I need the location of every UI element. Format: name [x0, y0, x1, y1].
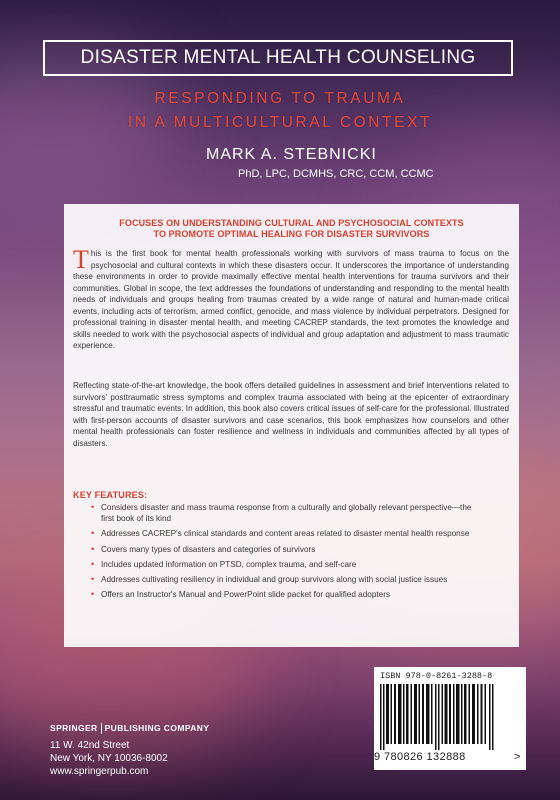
- feature-text: Includes updated information on PTSD, complex trauma, and self-care: [101, 559, 357, 569]
- drop-cap: T: [73, 245, 89, 274]
- publisher-address-1: 11 W. 42nd Street: [50, 740, 130, 751]
- barcode-digits: 9 780826 132888: [374, 751, 466, 763]
- book-title: DISASTER MENTAL HEALTH COUNSELING: [80, 47, 476, 68]
- isbn-label: ISBN 978-0-8261-3288-8: [380, 671, 493, 681]
- list-item: [64, 559, 481, 570]
- author-credentials: PhD, LPC, DCMHS, CRC, CCM, CCMC: [238, 168, 434, 180]
- subtitle-line-1: RESPONDING TO TRAUMA: [154, 90, 406, 107]
- list-item: [64, 544, 481, 555]
- publisher-name-right: PUBLISHING COMPANY: [104, 723, 210, 733]
- list-item: [64, 502, 481, 524]
- feature-text: Covers many types of disasters and categories of survivors: [101, 544, 316, 554]
- description-panel: [64, 204, 519, 647]
- list-item: [64, 528, 481, 539]
- description-paragraph-1: [73, 245, 509, 352]
- publisher-website: www.springerpub.com: [50, 766, 149, 777]
- bullet-icon: •: [91, 528, 95, 539]
- description-paragraph-2: Reflecting state-of-the-art knowledge, the book offers detailed guidelines in assessment and brief interventions related to survivors' posttraumatic stress symptoms and complex trauma associated with being at the epicenter of extraordinary stressful and traumatic events. In addition, this book also covers critical issues of self-care for the professional. Illustrated with first-person accounts of disaster survivors and case scenarios, this book emphasizes how counselors and other mental health professionals can foster resilience and wellness in individuals and communities affected by all types of disasters.: [73, 381, 509, 448]
- list-item: [64, 589, 481, 600]
- list-item: [64, 574, 481, 585]
- feature-text: Offers an Instructor's Manual and PowerPoint slide packet for qualified adopters: [101, 590, 391, 600]
- panel-heading-line-1: FOCUSES ON UNDERSTANDING CULTURAL AND PSYCHOSOCIAL CONTEXTS: [119, 218, 464, 228]
- barcode-icon: [380, 684, 494, 750]
- key-features-list: [64, 502, 519, 604]
- isbn-barcode-block: [374, 667, 526, 770]
- title-frame: [43, 40, 513, 76]
- subtitle-line-2: IN A MULTICULTURAL CONTEXT: [127, 114, 433, 131]
- bullet-icon: •: [91, 574, 95, 585]
- author-name: MARK A. STEBNICKI: [206, 146, 377, 163]
- feature-text: Addresses CACREP's clinical standards and content areas related to disaster mental health response: [101, 529, 470, 539]
- paragraph-1-text: his is the first book for mental health professionals working with survivors of mass trauma to focus on the psychosocial and cultural contexts in which these disasters occur. It underscores the importance of understanding these environments in order to provide maximally effective mental health interventions for trauma survivors and their communities. Global in scope, the text addresses the foundations of understanding and responding to the mental health needs of individuals and groups healing from traumas created by a wide range of natural and human-made critical events, including acts of terrorism, armed conflict, genocide, and mass violence by individual perpetrators. Designed for professional training in disaster mental health, and meeting CACREP standards, the text promotes the knowledge and skills needed to work with the psychosocial aspects of individual and group adaptation and adjustment to mass traumatic experience.: [73, 249, 509, 350]
- bullet-icon: •: [91, 589, 95, 600]
- feature-text: Addresses cultivating resiliency in individual and group survivors along with social justice issues: [101, 575, 448, 585]
- publisher-logo: [50, 718, 209, 736]
- publisher-name-left: SPRINGER: [50, 723, 98, 733]
- panel-heading-line-2: TO PROMOTE OPTIMAL HEALING FOR DISASTER SURVIVORS: [153, 229, 430, 239]
- bullet-icon: •: [91, 543, 95, 554]
- bullet-icon: •: [91, 558, 95, 569]
- barcode-arrow: >: [514, 751, 521, 763]
- bullet-icon: •: [91, 502, 95, 512]
- logo-divider: [101, 723, 102, 734]
- publisher-address-2: New York, NY 10036-8002: [50, 753, 168, 764]
- feature-text: Considers disaster and mass trauma response from a culturally and globally relevant perspective—the first book of its kind: [101, 503, 472, 524]
- key-features-heading: KEY FEATURES:: [73, 490, 148, 500]
